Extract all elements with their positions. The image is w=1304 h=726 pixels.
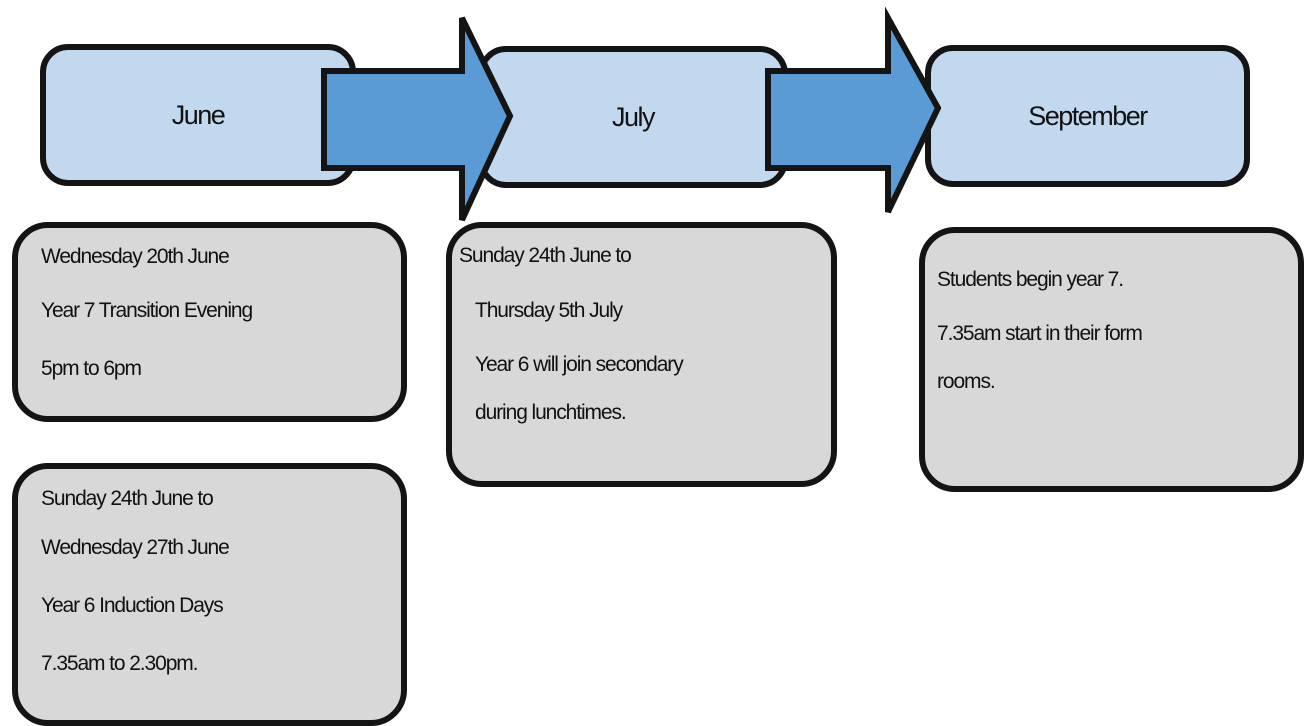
event-box-induction-days <box>12 463 407 726</box>
event-line: 7.35am start in their form <box>937 322 1142 345</box>
month-box-june <box>40 44 356 186</box>
event-line: Sunday 24th June to <box>459 244 631 267</box>
month-label-june: June <box>171 99 225 130</box>
event-line: Wednesday 20th June <box>41 245 229 268</box>
event-line: Thursday 5th July <box>475 299 623 322</box>
month-label-july: July <box>611 101 654 132</box>
month-box-september <box>925 45 1250 187</box>
event-line: Wednesday 27th June <box>41 536 229 559</box>
arrow-july-to-september <box>762 14 962 229</box>
event-line: during lunchtimes. <box>475 401 626 424</box>
event-line: rooms. <box>937 370 995 393</box>
month-box-july <box>478 46 788 188</box>
event-box-lunchtimes <box>446 222 837 487</box>
month-label-september: September <box>1028 100 1147 131</box>
event-line: Year 7 Transition Evening <box>41 299 253 322</box>
event-line: 7.35am to 2.30pm. <box>41 652 198 675</box>
event-line: Sunday 24th June to <box>41 487 213 510</box>
event-line: 5pm to 6pm <box>41 357 141 380</box>
arrow-june-to-july <box>318 14 518 229</box>
event-box-year7-start <box>919 227 1304 492</box>
event-box-transition-evening <box>12 222 407 422</box>
event-line: Year 6 will join secondary <box>475 353 683 376</box>
event-line: Year 6 Induction Days <box>41 594 223 617</box>
event-line: Students begin year 7. <box>937 268 1123 291</box>
